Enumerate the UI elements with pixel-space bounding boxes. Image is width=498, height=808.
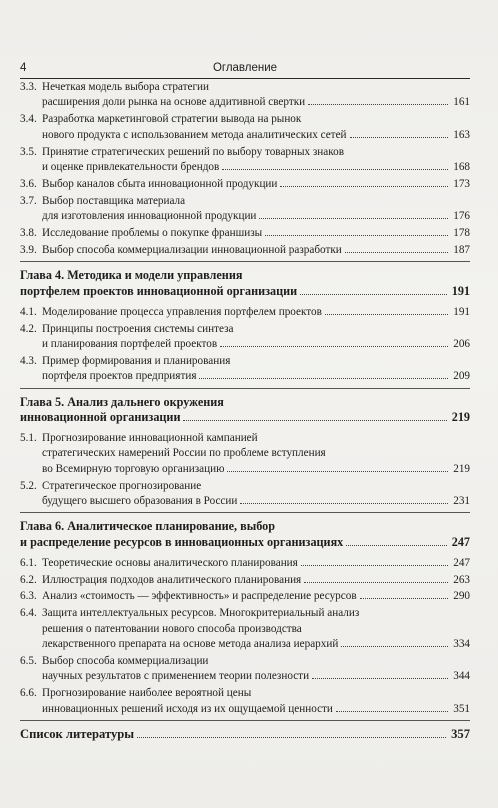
- page-header: [20, 62, 470, 79]
- toc-entry-number: 6.4.: [20, 607, 37, 620]
- dot-leader: [308, 104, 448, 105]
- dot-leader: [183, 420, 446, 421]
- toc-entry: [20, 431, 470, 477]
- dot-leader: [280, 186, 448, 187]
- toc-entry: [20, 80, 470, 111]
- toc-entry-number: 3.3.: [20, 81, 37, 93]
- toc-entry-title: Глава 4. Методика и модели управления: [20, 268, 243, 283]
- toc-entry-number: 3.5.: [20, 145, 37, 158]
- toc-page-number: 344: [453, 670, 470, 683]
- toc-chapter: [20, 519, 470, 550]
- toc-entry-number: 6.6.: [20, 687, 37, 700]
- toc-entry: [20, 479, 470, 510]
- toc-entry-title: портфеля проектов предприятия: [42, 370, 197, 383]
- toc-page-number: 334: [453, 638, 470, 651]
- toc-entry-title: и планирования портфелей проектов: [42, 337, 218, 350]
- page-title: Оглавление: [212, 62, 278, 74]
- section-divider: [20, 261, 470, 262]
- toc-entry-title: Глава 5. Анализ дальнего окружения: [20, 394, 224, 409]
- toc-entry: [20, 226, 470, 241]
- toc-entry-number: 6.3.: [20, 590, 37, 603]
- dot-leader: [304, 582, 448, 583]
- toc-entry-title: Выбор каналов сбыта инновационной продукции: [42, 177, 278, 190]
- toc-entry: [20, 243, 470, 258]
- toc-entry-title: Прогнозирование инновационной кампанией: [42, 431, 258, 444]
- dot-leader: [350, 137, 449, 138]
- toc-entry-title: будущего высшего образования в России: [42, 495, 238, 507]
- table-of-contents: [20, 80, 470, 743]
- toc-entry-title: научных результатов с применением теории полезности: [42, 670, 310, 683]
- toc-entry-number: 6.2.: [20, 573, 37, 586]
- toc-entry-title: инновационной организации: [20, 410, 181, 425]
- toc-page-number: 219: [453, 462, 470, 475]
- dot-leader: [240, 503, 448, 504]
- toc-entry-title: Теоретические основы аналитического планирования: [42, 556, 298, 569]
- toc-entry: [20, 354, 470, 385]
- toc-entry: [20, 194, 470, 225]
- toc-entry: [20, 606, 470, 652]
- dot-leader: [360, 598, 449, 599]
- dot-leader: [325, 314, 448, 315]
- toc-page-number: 206: [453, 337, 470, 350]
- toc-entry-title: решения о патентовании нового способа производства: [42, 622, 302, 635]
- toc-page-number: 219: [451, 410, 470, 425]
- dot-leader: [137, 737, 446, 738]
- toc-entry-number: 4.3.: [20, 354, 37, 367]
- toc-entry-number: 3.8.: [20, 227, 37, 240]
- toc-entry-title: Стратегическое прогнозирование: [42, 479, 202, 492]
- dot-leader: [222, 169, 448, 170]
- toc-page-number: 178: [453, 227, 470, 240]
- toc-page-number: 290: [453, 590, 470, 603]
- toc-page-number: 357: [451, 727, 470, 742]
- dot-leader: [301, 565, 448, 566]
- dot-leader: [345, 252, 448, 253]
- toc-entry: [20, 145, 470, 176]
- section-divider: [20, 512, 470, 513]
- toc-page-number: 191: [453, 305, 470, 318]
- toc-entry-number: 5.1.: [20, 431, 37, 444]
- dot-leader: [227, 471, 448, 472]
- dot-leader: [341, 646, 448, 647]
- toc-page-number: 168: [453, 161, 470, 174]
- toc-entry-title: и распределение ресурсов в инновационных организациях: [20, 535, 344, 549]
- toc-entry-title: расширения доли рынка на основе аддитивной свертки: [42, 96, 306, 109]
- dot-leader: [199, 378, 448, 379]
- toc-entry-title: лекарственного препарата на основе метода анализа иерархий: [42, 638, 339, 651]
- toc-page-number: 173: [453, 177, 470, 190]
- dot-leader: [336, 711, 448, 712]
- toc-entry-number: 6.5.: [20, 655, 37, 668]
- section-divider: [20, 720, 470, 721]
- toc-chapter: [20, 395, 470, 426]
- toc-entry: [20, 556, 470, 571]
- toc-entry-number: 3.4.: [20, 113, 37, 126]
- toc-entry-title: Иллюстрация подходов аналитического планирования: [42, 573, 302, 586]
- toc-entry-title: стратегических намерений России по проблеме вступления: [42, 447, 326, 460]
- dot-leader: [346, 545, 446, 546]
- toc-page-number: 161: [453, 96, 470, 109]
- toc-entry-title: Разработка маркетинговой стратегии вывода на рынок: [42, 113, 302, 126]
- toc-entry-title: Прогнозирование наиболее вероятной цены: [42, 687, 252, 700]
- toc-entry: [20, 305, 470, 320]
- toc-entry-title: для изготовления инновационной продукции: [42, 210, 257, 223]
- toc-entry-title: Нечеткая модель выбора стратегии: [42, 81, 210, 93]
- toc-entry-title: Исследование проблемы о покупке франшизы: [42, 227, 263, 240]
- toc-entry-title: Выбор способа коммерциализации: [42, 655, 209, 668]
- dot-leader: [300, 294, 447, 295]
- toc-page-number: 351: [453, 702, 470, 715]
- toc-entry-number: 5.2.: [20, 479, 37, 492]
- toc-entry-number: 3.9.: [20, 244, 37, 257]
- toc-entry-number: 4.2.: [20, 322, 37, 335]
- toc-entry-title: Глава 6. Аналитическое планирование, выбор: [20, 519, 276, 534]
- toc-page-number: 247: [451, 535, 470, 549]
- toc-page-number: 191: [451, 284, 470, 299]
- toc-page-number: 163: [453, 128, 470, 141]
- toc-entry-title: Анализ «стоимость — эффективность» и распределение ресурсов: [42, 590, 357, 603]
- toc-entry-title: Пример формирования и планирования: [42, 354, 231, 367]
- toc-entry-number: 6.1.: [20, 556, 37, 569]
- dot-leader: [265, 235, 448, 236]
- toc-entry-title: Выбор способа коммерциализации инновационной разработки: [42, 244, 342, 257]
- toc-entry-title: Принципы построения системы синтеза: [42, 322, 234, 335]
- toc-entry-number: 4.1.: [20, 305, 37, 318]
- toc-page-number: 231: [453, 495, 470, 507]
- dot-leader: [220, 346, 448, 347]
- toc-entry-title: Защита интеллектуальных ресурсов. Многокритериальный анализ: [42, 607, 360, 620]
- toc-references: [20, 727, 470, 742]
- toc-entry-title: Выбор поставщика материала: [42, 194, 186, 207]
- toc-entry-number: 3.7.: [20, 194, 37, 207]
- section-divider: [20, 388, 470, 389]
- toc-entry: [20, 654, 470, 685]
- toc-entry-title: во Всемирную торговую организацию: [42, 462, 225, 475]
- toc-entry-title: Моделирование процесса управления портфелем проектов: [42, 305, 322, 318]
- toc-entry-title: портфелем проектов инновационной организации: [20, 284, 298, 299]
- toc-entry: [20, 573, 470, 588]
- toc-page-number: 247: [453, 556, 470, 569]
- dot-leader: [312, 678, 448, 679]
- toc-page-number: 263: [453, 573, 470, 586]
- toc-page-number: 176: [453, 210, 470, 223]
- toc-entry-title: Список литературы: [20, 727, 135, 742]
- toc-entry: [20, 112, 470, 143]
- toc-page-number: 209: [453, 370, 470, 383]
- toc-entry-title: Принятие стратегических решений по выбору товарных знаков: [42, 145, 345, 158]
- page-number: 4: [20, 62, 27, 74]
- toc-entry-title: и оценке привлекательности брендов: [42, 161, 220, 174]
- toc-page-number: 187: [453, 244, 470, 257]
- toc-chapter: [20, 268, 470, 299]
- toc-entry: [20, 322, 470, 353]
- toc-entry-number: 3.6.: [20, 177, 37, 190]
- toc-entry: [20, 177, 470, 192]
- toc-entry-title: нового продукта с использованием метода аналитических сетей: [42, 128, 347, 141]
- toc-entry: [20, 686, 470, 717]
- toc-entry: [20, 589, 470, 604]
- dot-leader: [259, 218, 448, 219]
- toc-entry-title: инновационных решений исходя из их ощущаемой ценности: [42, 702, 333, 715]
